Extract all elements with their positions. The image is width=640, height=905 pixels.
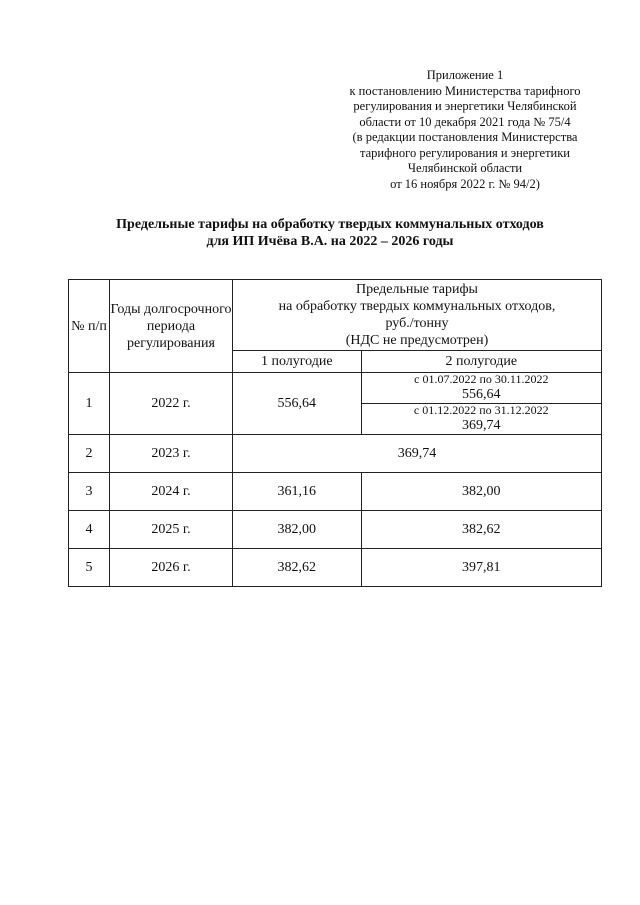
appendix-line: Челябинской области	[407, 161, 523, 175]
row-h2-period: с 01.07.2022 по 30.11.2022	[414, 372, 549, 386]
header-tariff-line: Предельные тарифы	[356, 282, 478, 297]
appendix-line: области от 10 декабря 2021 года № 75/4	[359, 114, 571, 129]
row-h2-value: 397,81	[361, 549, 601, 587]
row-h2-value: 369,74	[462, 418, 501, 433]
appendix-line: Приложение 1	[426, 68, 504, 82]
row-h2-subcell	[361, 373, 601, 404]
row-h2-value: 382,62	[361, 511, 601, 549]
row-num: 4	[69, 511, 110, 549]
row-year: 2023 г.	[110, 435, 233, 473]
header-tariff-line: на обработку твердых коммунальных отходов,	[278, 299, 556, 314]
row-h1-value: 382,62	[233, 549, 362, 587]
title-line-1: Предельные тарифы на обработку твердых коммунальных отходов	[116, 217, 544, 232]
table-row	[69, 435, 602, 473]
row-year: 2026 г.	[110, 549, 233, 587]
appendix-line: регулирования и энергетики Челябинской	[353, 99, 577, 113]
appendix-line: тарифного регулирования и энергетики	[359, 145, 571, 160]
row-year: 2024 г.	[110, 473, 233, 511]
header-years: Годы долгосрочного периода регулирования	[110, 280, 233, 373]
header-num: № п/п	[69, 280, 110, 373]
title-line-2: для ИП Ичёва В.А. на 2022 – 2026 годы	[206, 234, 454, 249]
header-tariff	[233, 280, 602, 351]
appendix-line: от 16 ноября 2022 г. № 94/2)	[390, 176, 540, 191]
row-num: 2	[69, 435, 110, 473]
row-h2-period: с 01.12.2022 по 31.12.2022	[413, 403, 549, 417]
table-row	[69, 473, 602, 511]
appendix-line: (в редакции постановления Министерства	[352, 130, 578, 144]
row-year: 2022 г.	[110, 373, 233, 435]
appendix-line: к постановлению Министерства тарифного	[349, 83, 581, 98]
appendix-block	[330, 68, 600, 192]
table-row	[69, 373, 602, 404]
header-half-1: 1 полугодие	[233, 351, 362, 373]
table-row	[69, 511, 602, 549]
row-h2-value: 382,00	[361, 473, 601, 511]
row-year: 2025 г.	[110, 511, 233, 549]
row-num: 3	[69, 473, 110, 511]
table-row	[69, 549, 602, 587]
row-h1-value: 556,64	[233, 373, 362, 435]
row-merged-value: 369,74	[233, 435, 602, 473]
document-title	[40, 216, 620, 250]
row-h2-subcell	[361, 404, 601, 435]
row-h2-value: 556,64	[462, 387, 501, 402]
header-tariff-line: (НДС не предусмотрен)	[345, 333, 489, 348]
table-header-row	[69, 280, 602, 351]
header-half-2: 2 полугодие	[361, 351, 601, 373]
row-num: 1	[69, 373, 110, 435]
row-h1-value: 361,16	[233, 473, 362, 511]
header-tariff-line: руб./тонну	[385, 316, 449, 331]
row-num: 5	[69, 549, 110, 587]
tariffs-table	[68, 279, 602, 587]
row-h1-value: 382,00	[233, 511, 362, 549]
